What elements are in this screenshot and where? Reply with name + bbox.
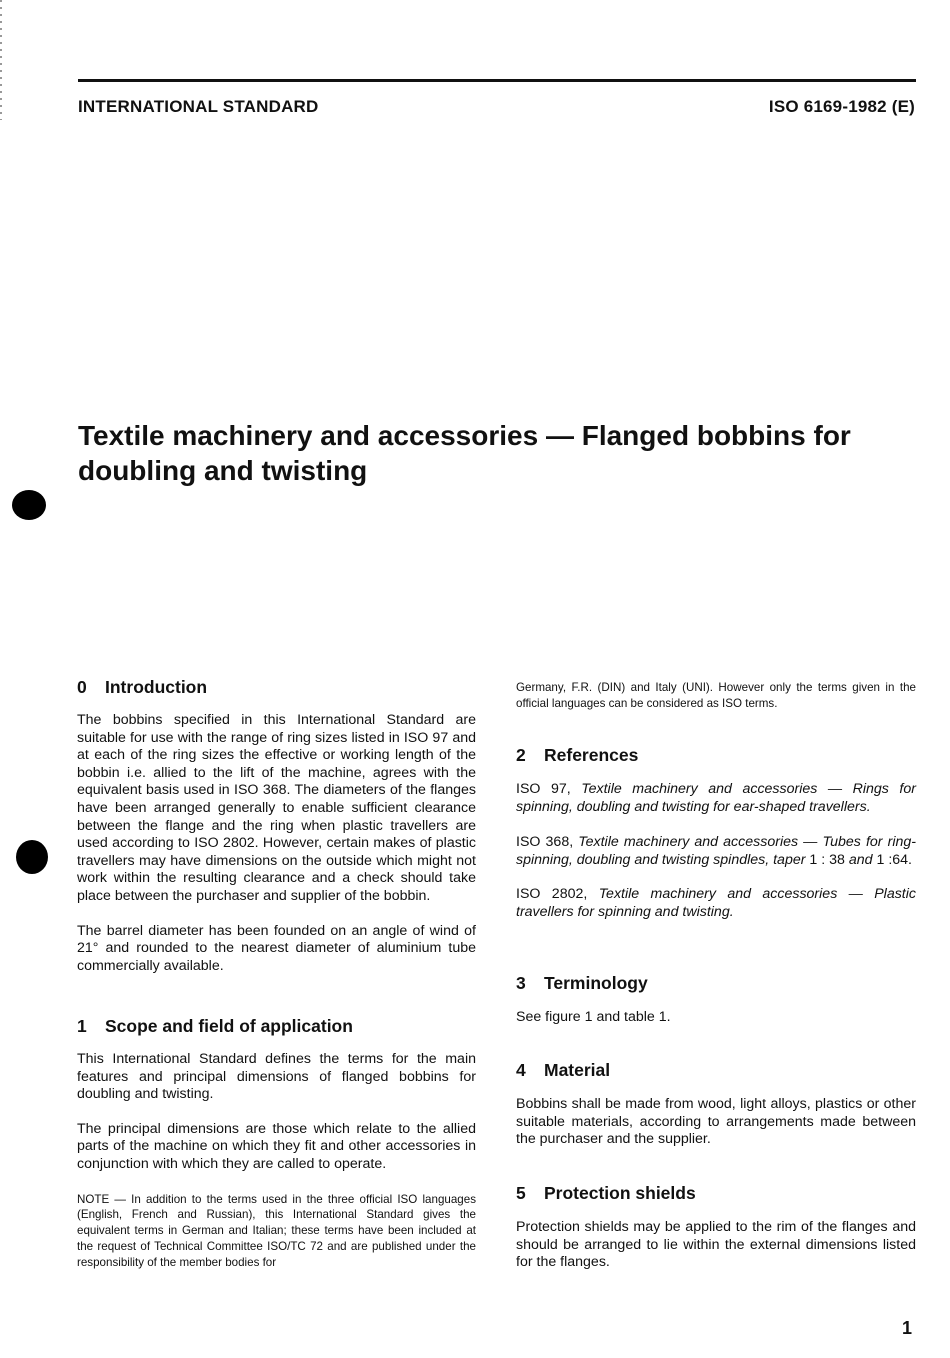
section-3-terminology xyxy=(516,972,916,1027)
scope-paragraph-1: This International Standard defines the terms for the main features and principal dimensions of flanged bobbins for doubling and twisting. xyxy=(77,1051,476,1103)
punch-hole-top xyxy=(12,490,46,520)
section-heading: 1 Scope and field of application xyxy=(77,1016,353,1036)
scope-note: NOTE — In addition to the terms used in the three official ISO languages (English, French and Russian), this International Standard gives the equivalent terms in German and Italian; these terms have been included at the request of Technical Committee ISO/TC 72 and are published under the responsibility of the member bodies for xyxy=(77,1192,476,1269)
title-line-1: Textile machinery and accessories — Flanged bobbins for xyxy=(78,420,851,451)
standard-number: ISO 6169-1982 (E) xyxy=(768,97,915,116)
section-heading: 5 Protection shields xyxy=(516,1183,696,1203)
section-heading: 2 References xyxy=(516,745,639,765)
section-0-introduction xyxy=(77,676,476,975)
page-number: 1 xyxy=(901,1318,912,1338)
document-type: INTERNATIONAL STANDARD xyxy=(78,97,319,116)
intro-paragraph-2: The barrel diameter has been founded on an angle of wind of 21° and rounded to the nearest diameter of aluminium tube commercially available. xyxy=(77,922,476,974)
section-heading: 3 Terminology xyxy=(516,973,648,993)
terminology-text: See figure 1 and table 1. xyxy=(516,1009,671,1025)
reference-iso-2802: ISO 2802, Textile machinery and accessories — Plastic travellers for spinning and twisting. xyxy=(516,886,916,920)
reference-iso-368: ISO 368, Textile machinery and accessories — Tubes for ring-spinning, doubling and twisting spindles, taper 1 : 38 and 1 :64. xyxy=(516,834,916,868)
title-line-2: doubling and twisting xyxy=(78,455,368,486)
section-heading: 0 Introduction xyxy=(77,677,208,697)
scope-paragraph-2: The principal dimensions are those which relate to the allied parts of the machine on which they fit and other accessories in conjunction with which they are called to operate. xyxy=(77,1120,476,1172)
reference-iso-97: ISO 97, Textile machinery and accessories — Rings for spinning, doubling and twisting for ear-shaped travellers. xyxy=(516,781,916,815)
section-4-material xyxy=(516,1059,916,1149)
note-continued-text: Germany, F.R. (DIN) and Italy (UNI). However only the terms given in the official languages can be considered as ISO terms. xyxy=(516,681,916,710)
punch-hole-bottom xyxy=(16,840,48,874)
section-2-references xyxy=(516,744,916,922)
intro-paragraph-1: The bobbins specified in this International Standard are suitable for use with the range of ring sizes listed in ISO 97 and at each of the ring sizes the effective or working length of the bobbin i.e. allied to the lift of the machine, agrees with the equivalent basis used in ISO 368. The diameters of the flanges have been arranged generally to enable sufficient clearance between the flange and the ring when plastic travellers are used according to ISO 2802. However, certain makes of plastic travellers may have dimensions on the outside which might not work within the resulting clearance and a check should take place between the purchaser and supplier of the bobbin. xyxy=(77,712,476,904)
scan-edge-marks xyxy=(0,0,2,120)
section-1-scope xyxy=(77,1015,476,1271)
material-text: Bobbins shall be made from wood, light alloys, plastics or other suitable materials, according to arrangements made between the purchaser and the supplier. xyxy=(516,1096,916,1148)
protection-shields-text: Protection shields may be applied to the rim of the flanges and should be arranged to lie within the external dimensions listed for the flanges. xyxy=(516,1219,916,1271)
section-heading: 4 Material xyxy=(516,1060,611,1080)
section-5-protection-shields xyxy=(516,1182,916,1272)
note-continuation xyxy=(516,680,916,712)
page-title xyxy=(78,418,928,488)
header-rule xyxy=(78,79,916,82)
